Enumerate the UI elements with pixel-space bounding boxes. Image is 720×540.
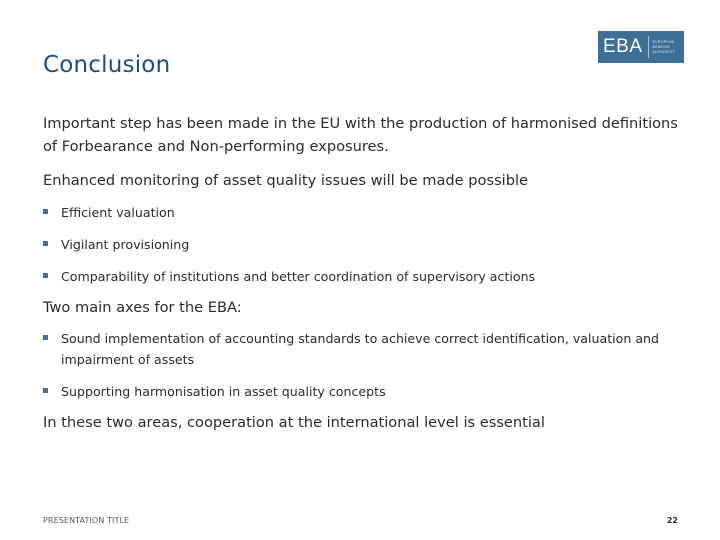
logo-line: EUROPEAN (652, 39, 675, 44)
logo-line: BANKING (652, 44, 671, 49)
square-bullet-icon (43, 335, 48, 340)
bullet-item (43, 266, 683, 287)
square-bullet-icon (43, 273, 48, 278)
slide-body (43, 113, 683, 435)
axes-heading: Two main axes for the EBA: (43, 298, 242, 316)
bullet-text: Sound implementation of accounting standards to achieve correct identification, valuation and impairment of assets (61, 331, 660, 367)
conclusion-statement: In these two areas, cooperation at the international level is essential (43, 414, 545, 431)
square-bullet-icon (43, 209, 48, 214)
bullet-text: Comparability of institutions and better coordination of supervisory actions (61, 268, 536, 284)
logo-line: AUTHORITY (652, 49, 676, 54)
footer-page-number: 22 (666, 516, 678, 525)
square-bullet-icon (43, 388, 48, 393)
bullet-item (43, 234, 683, 255)
axes-bullet-list (43, 328, 683, 402)
square-bullet-icon (43, 241, 48, 246)
bullet-item (43, 381, 683, 402)
bullet-text: Supporting harmonisation in asset quality concepts (61, 384, 386, 399)
eba-logo-subtitle (649, 40, 676, 55)
eba-logo (598, 31, 684, 63)
intro-paragraph: Important step has been made in the EU with the production of harmonised definitions of Forbearance and Non-performing exposures. (43, 115, 678, 155)
monitoring-heading: Enhanced monitoring of asset quality issues will be made possible (43, 172, 529, 189)
bullet-item (43, 328, 683, 370)
bullet-item (43, 202, 683, 223)
bullet-text: Vigilant provisioning (61, 236, 190, 252)
eba-logo-mark: EBA (603, 36, 649, 58)
footer-presentation-title: PRESENTATION TITLE (43, 516, 130, 525)
slide-title: Conclusion (43, 52, 171, 78)
monitoring-bullet-list (43, 202, 683, 287)
bullet-text: Efficient valuation (61, 204, 175, 220)
